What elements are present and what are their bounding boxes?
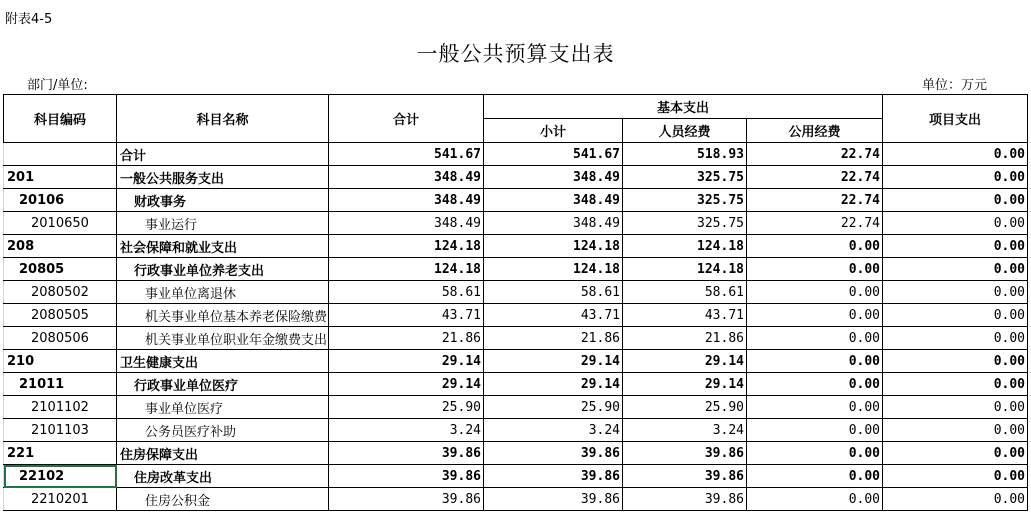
cell-subtotal[interactable]: 29.14 [484,350,623,373]
cell-name[interactable]: 住房改革支出 [117,465,329,488]
cell-subtotal[interactable]: 43.71 [484,304,623,327]
cell-name[interactable]: 住房保障支出 [117,442,329,465]
header-subtotal[interactable]: 小计 [484,119,623,143]
cell-name[interactable]: 一般公共服务支出 [117,166,329,189]
cell-code[interactable]: 201 [4,166,117,189]
cell-total[interactable]: 39.86 [329,465,484,488]
table-row [4,350,1028,373]
cell-code[interactable]: 22102 [4,465,117,488]
cell-total[interactable]: 348.49 [329,166,484,189]
cell-project[interactable]: 0.00 [883,258,1028,281]
table-row [4,442,1028,465]
cell-project[interactable]: 0.00 [883,304,1028,327]
cell-personnel[interactable]: 3.24 [623,419,747,442]
cell-total[interactable]: 39.86 [329,488,484,511]
cell-personnel[interactable]: 124.18 [623,235,747,258]
cell-name[interactable]: 住房公积金 [117,488,329,511]
cell-personnel[interactable]: 518.93 [623,143,747,166]
cell-name[interactable]: 行政事业单位医疗 [117,373,329,396]
header-personnel[interactable]: 人员经费 [623,119,747,143]
cell-subtotal[interactable]: 39.86 [484,488,623,511]
cell-public[interactable]: 22.74 [747,166,883,189]
cell-total[interactable]: 3.24 [329,419,484,442]
cell-public[interactable]: 0.00 [747,442,883,465]
cell-name[interactable]: 行政事业单位养老支出 [117,258,329,281]
table-row [4,166,1028,189]
cell-subtotal[interactable]: 348.49 [484,189,623,212]
header-total[interactable]: 合计 [329,95,484,143]
cell-name[interactable]: 事业运行 [117,212,329,235]
cell-personnel[interactable]: 325.75 [623,189,747,212]
table-row [4,235,1028,258]
cell-public[interactable]: 0.00 [747,396,883,419]
table-row [4,189,1028,212]
cell-personnel[interactable]: 124.18 [623,258,747,281]
cell-personnel[interactable]: 325.75 [623,212,747,235]
cell-code[interactable]: 2080506 [4,327,117,350]
cell-total[interactable]: 25.90 [329,396,484,419]
cell-total[interactable]: 58.61 [329,281,484,304]
cell-name[interactable]: 合计 [117,143,329,166]
cell-subtotal[interactable]: 39.86 [484,442,623,465]
cell-personnel[interactable]: 58.61 [623,281,747,304]
cell-public[interactable]: 0.00 [747,488,883,511]
cell-project[interactable]: 0.00 [883,327,1028,350]
table-row [4,465,1028,488]
cell-subtotal[interactable]: 124.18 [484,258,623,281]
cell-total[interactable]: 348.49 [329,189,484,212]
attachment-label: 附表4-5 [5,12,53,27]
table-row [4,327,1028,350]
cell-subtotal[interactable]: 25.90 [484,396,623,419]
cell-total[interactable]: 29.14 [329,373,484,396]
cell-project[interactable]: 0.00 [883,350,1028,373]
header-basic[interactable]: 基本支出 [484,95,883,119]
cell-personnel[interactable]: 39.86 [623,442,747,465]
cell-personnel[interactable]: 325.75 [623,166,747,189]
cell-code[interactable]: 210 [4,350,117,373]
cell-subtotal[interactable]: 3.24 [484,419,623,442]
cell-personnel[interactable]: 39.86 [623,488,747,511]
table-row [4,212,1028,235]
cell-code[interactable]: 2010650 [4,212,117,235]
cell-public[interactable]: 22.74 [747,143,883,166]
cell-total[interactable]: 541.67 [329,143,484,166]
cell-personnel[interactable]: 21.86 [623,327,747,350]
cell-name[interactable]: 事业单位离退休 [117,281,329,304]
cell-public[interactable]: 0.00 [747,281,883,304]
cell-code[interactable]: 2080502 [4,281,117,304]
cell-name[interactable]: 社会保障和就业支出 [117,235,329,258]
cell-total[interactable]: 39.86 [329,442,484,465]
cell-project[interactable]: 0.00 [883,143,1028,166]
cell-project[interactable]: 0.00 [883,488,1028,511]
cell-name[interactable]: 卫生健康支出 [117,350,329,373]
cell-subtotal[interactable]: 39.86 [484,465,623,488]
cell-code[interactable] [4,143,117,166]
cell-code[interactable]: 20106 [4,189,117,212]
cell-subtotal[interactable]: 29.14 [484,373,623,396]
cell-code[interactable]: 2101103 [4,419,117,442]
cell-public[interactable]: 0.00 [747,373,883,396]
cell-project[interactable]: 0.00 [883,281,1028,304]
cell-name[interactable]: 公务员医疗补助 [117,419,329,442]
header-code[interactable]: 科目编码 [4,95,117,143]
cell-project[interactable]: 0.00 [883,442,1028,465]
cell-public[interactable]: 0.00 [747,258,883,281]
table-row [4,396,1028,419]
cell-public[interactable]: 0.00 [747,419,883,442]
cell-project[interactable]: 0.00 [883,166,1028,189]
cell-personnel[interactable]: 29.14 [623,350,747,373]
cell-personnel[interactable]: 25.90 [623,396,747,419]
cell-total[interactable]: 124.18 [329,258,484,281]
cell-code[interactable]: 21011 [4,373,117,396]
table-row [4,304,1028,327]
cell-subtotal[interactable]: 124.18 [484,235,623,258]
cell-public[interactable]: 0.00 [747,465,883,488]
cell-subtotal[interactable]: 348.49 [484,166,623,189]
cell-project[interactable]: 0.00 [883,212,1028,235]
cell-subtotal[interactable]: 58.61 [484,281,623,304]
table-row [4,281,1028,304]
budget-table [3,94,1028,511]
cell-total[interactable]: 21.86 [329,327,484,350]
cell-public[interactable]: 22.74 [747,212,883,235]
header-public[interactable]: 公用经费 [747,119,883,143]
cell-name[interactable]: 财政事务 [117,189,329,212]
cell-personnel[interactable]: 43.71 [623,304,747,327]
cell-project[interactable]: 0.00 [883,419,1028,442]
table-row [4,419,1028,442]
cell-subtotal[interactable]: 541.67 [484,143,623,166]
cell-public[interactable]: 22.74 [747,189,883,212]
table-row [4,258,1028,281]
cell-code[interactable]: 2101102 [4,396,117,419]
cell-public[interactable]: 0.00 [747,304,883,327]
cell-project[interactable]: 0.00 [883,396,1028,419]
department-label: 部门/单位: [27,78,88,93]
cell-public[interactable]: 0.00 [747,235,883,258]
cell-project[interactable]: 0.00 [883,189,1028,212]
table-body [4,143,1028,511]
cell-total[interactable]: 124.18 [329,235,484,258]
cell-total[interactable]: 43.71 [329,304,484,327]
cell-subtotal[interactable]: 348.49 [484,212,623,235]
cell-public[interactable]: 0.00 [747,327,883,350]
cell-subtotal[interactable]: 21.86 [484,327,623,350]
cell-code[interactable]: 20805 [4,258,117,281]
header-name[interactable]: 科目名称 [117,95,329,143]
table-row [4,488,1028,511]
cell-public[interactable]: 0.00 [747,350,883,373]
cell-name[interactable]: 机关事业单位职业年金缴费支出 [117,327,329,350]
cell-project[interactable]: 0.00 [883,235,1028,258]
cell-project[interactable]: 0.00 [883,465,1028,488]
cell-total[interactable]: 348.49 [329,212,484,235]
cell-name[interactable]: 机关事业单位基本养老保险缴费 [117,304,329,327]
cell-personnel[interactable]: 29.14 [623,373,747,396]
budget-table-container [3,94,1027,511]
cell-personnel[interactable]: 39.86 [623,465,747,488]
cell-code[interactable]: 2080505 [4,304,117,327]
unit-label: 单位：万元 [921,78,987,93]
table-row [4,373,1028,396]
cell-name[interactable]: 事业单位医疗 [117,396,329,419]
header-project[interactable]: 项目支出 [883,95,1028,143]
page-title: 一般公共预算支出表 [416,42,615,66]
cell-code[interactable]: 221 [4,442,117,465]
cell-code[interactable]: 208 [4,235,117,258]
cell-total[interactable]: 29.14 [329,350,484,373]
cell-code[interactable]: 2210201 [4,488,117,511]
cell-project[interactable]: 0.00 [883,373,1028,396]
table-row [4,143,1028,166]
